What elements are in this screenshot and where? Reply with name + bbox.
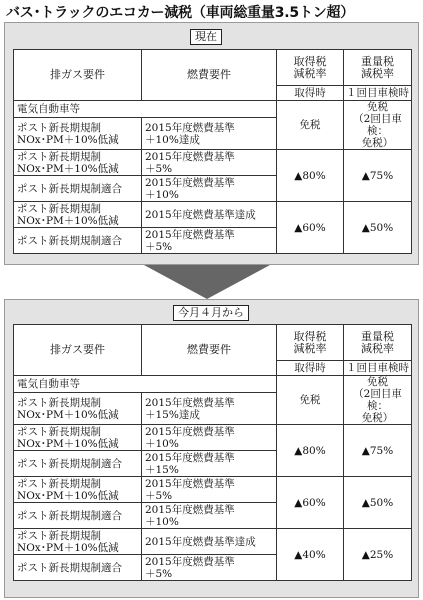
cell-fuel: 2015年度燃費基準 ＋5% [142, 228, 277, 254]
cell-emission: ポスト新長期規制 NOx･PM＋10%低減 [14, 150, 142, 176]
header-emission: 排ガス要件 [14, 50, 142, 101]
current-table [13, 49, 412, 254]
cell-acq-group3: ▲60% [277, 477, 344, 529]
cell-fuel: 2015年度燃費基準 ＋10% [142, 176, 277, 202]
header-acquisition: 取得税 減税率 [277, 325, 344, 361]
cell-wt-group3: ▲50% [344, 477, 412, 529]
cell-emission: ポスト新長期規制適合 [14, 451, 142, 477]
cell-acq-group1: 免税 [277, 101, 344, 150]
cell-fuel: 2015年度燃費基準 ＋15% [142, 451, 277, 477]
down-arrow-icon [144, 265, 270, 299]
subheader-weight: １回目車検時 [344, 86, 412, 101]
cell-emission: ポスト新長期規制適合 [14, 228, 142, 254]
cell-fuel: 2015年度燃費基準 ＋5% [142, 150, 277, 176]
cell-fuel: 2015年度燃費基準 ＋10%達成 [142, 118, 277, 150]
cell-fuel: 2015年度燃費基準達成 [142, 529, 277, 555]
current-label: 現在 [190, 29, 222, 45]
header-weight: 重量税 減税率 [344, 50, 412, 86]
cell-wt-group3: ▲50% [344, 202, 412, 254]
header-acquisition: 取得税 減税率 [277, 50, 344, 86]
cell-fuel: 2015年度燃費基準達成 [142, 202, 277, 228]
row-electric: 電気自動車等 [14, 101, 277, 118]
page-title: バス･トラックのエコカー減税（車両総重量3.5トン超） [6, 5, 355, 21]
cell-fuel: 2015年度燃費基準 ＋5% [142, 477, 277, 503]
row-electric: 電気自動車等 [14, 376, 277, 393]
header-weight: 重量税 減税率 [344, 325, 412, 361]
cell-emission: ポスト新長期規制 NOx･PM＋10%低減 [14, 118, 142, 150]
cell-acq-group1: 免税 [277, 376, 344, 425]
cell-fuel: 2015年度燃費基準 ＋15%達成 [142, 393, 277, 425]
cell-wt-group1: 免税 （2回目車検： 免税） [344, 376, 412, 425]
cell-fuel: 2015年度燃費基準 ＋10% [142, 425, 277, 451]
cell-acq-group2: ▲80% [277, 425, 344, 477]
cell-acq-group2: ▲80% [277, 150, 344, 202]
cell-acq-group4: ▲40% [277, 529, 344, 581]
subheader-weight: １回目車検時 [344, 361, 412, 376]
future-table [13, 324, 412, 581]
header-fuel: 燃費要件 [142, 325, 277, 376]
cell-wt-group2: ▲75% [344, 425, 412, 477]
cell-emission: ポスト新長期規制 NOx･PM＋10%低減 [14, 425, 142, 451]
header-emission: 排ガス要件 [14, 325, 142, 376]
cell-emission: ポスト新長期規制適合 [14, 555, 142, 581]
cell-emission: ポスト新長期規制適合 [14, 503, 142, 529]
future-label: 今月４月から [173, 305, 249, 321]
cell-emission: ポスト新長期規制適合 [14, 176, 142, 202]
header-fuel: 燃費要件 [142, 50, 277, 101]
cell-emission: ポスト新長期規制 NOx･PM＋10%低減 [14, 477, 142, 503]
subheader-acquisition: 取得時 [277, 361, 344, 376]
cell-emission: ポスト新長期規制 NOx･PM＋10%低減 [14, 202, 142, 228]
cell-wt-group2: ▲75% [344, 150, 412, 202]
cell-emission: ポスト新長期規制 NOx･PM＋10%低減 [14, 393, 142, 425]
cell-fuel: 2015年度燃費基準 ＋5% [142, 555, 277, 581]
subheader-acquisition: 取得時 [277, 86, 344, 101]
cell-emission: ポスト新長期規制 NOx･PM＋10%低減 [14, 529, 142, 555]
cell-wt-group1: 免税 （2回目車検： 免税） [344, 101, 412, 150]
cell-acq-group3: ▲60% [277, 202, 344, 254]
cell-wt-group4: ▲25% [344, 529, 412, 581]
cell-fuel: 2015年度燃費基準 ＋10% [142, 503, 277, 529]
